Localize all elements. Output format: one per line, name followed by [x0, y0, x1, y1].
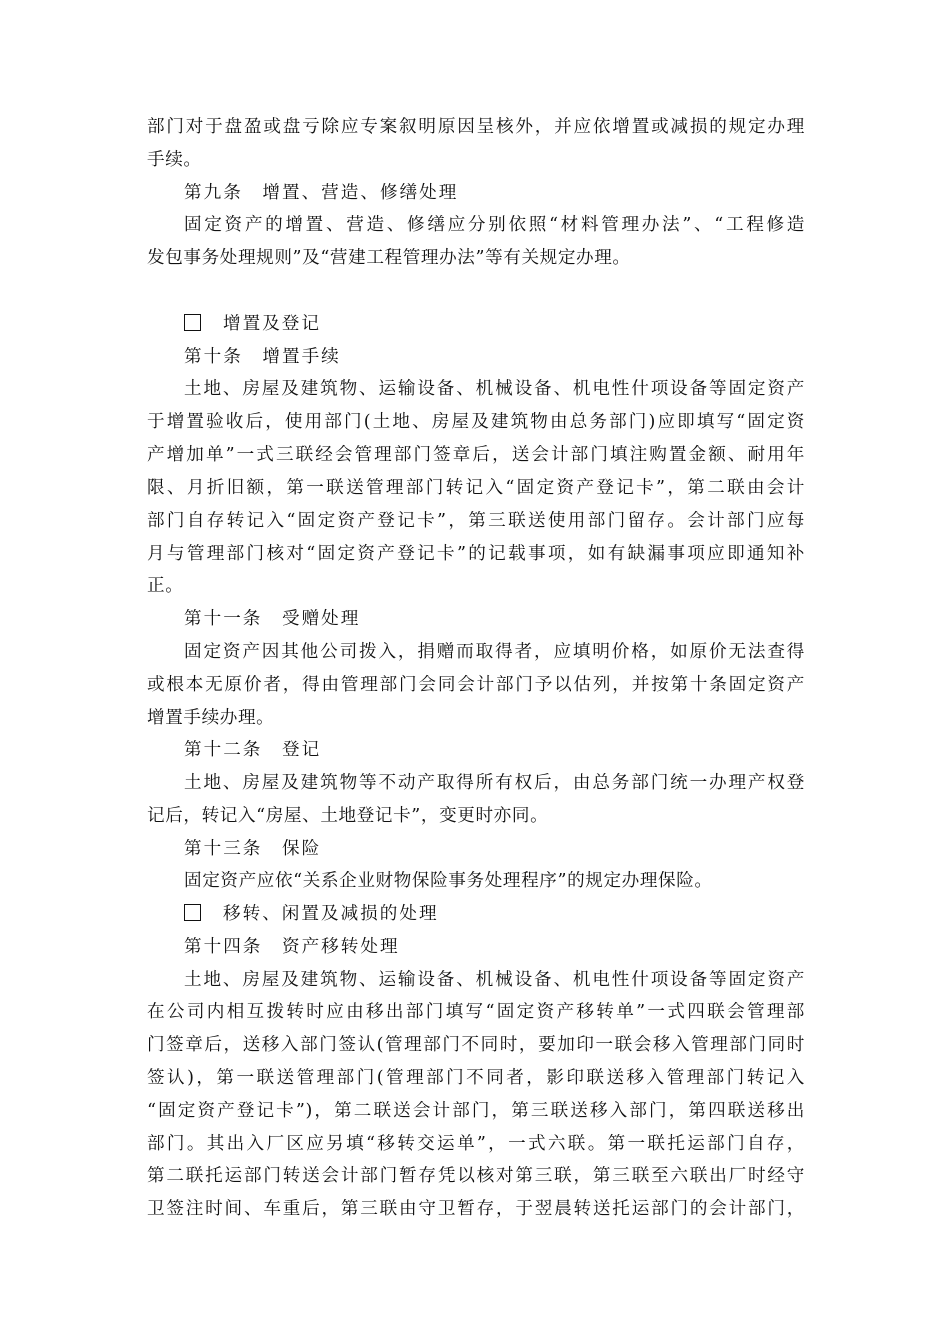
text-line: 土地、房屋及建筑物、运输设备、机械设备、机电性什项设备等固定资产	[184, 970, 805, 990]
article-heading: 第九条 增置、营造、修缮处理	[184, 183, 459, 203]
text-line: 部门自存转记入“固定资产登记卡”，第三联送使用部门留存。会计部门应每	[147, 511, 805, 531]
text-line: 记后，转记入“房屋、土地登记卡”，变更时亦同。	[147, 806, 549, 826]
text-line: 固定资产应依“关系企业财物保险事务处理程序”的规定办理保险。	[184, 871, 713, 891]
text-line: 签认)，第一联送管理部门(管理部门不同者，影印联送移入管理部门转记入	[147, 1068, 805, 1088]
article-heading: 第十条 增置手续	[184, 347, 341, 367]
article-heading: 第十三条 保险	[184, 839, 322, 859]
text-line: 部门。其出入厂区应另填“移转交运单”，一式六联。第一联托运部门自存，	[147, 1134, 805, 1154]
text-line: 增置手续办理。	[147, 708, 275, 728]
text-line: 正。	[147, 576, 184, 596]
text-line: 于增置验收后，使用部门(土地、房屋及建筑物由总务部门)应即填写“固定资	[147, 412, 805, 432]
text-line: 或根本无原价者，得由管理部门会同会计部门予以估列，并按第十条固定资产	[147, 675, 805, 695]
text-line: “固定资产登记卡”)，第二联送会计部门，第三联送移入部门，第四联送移出	[147, 1101, 805, 1121]
text-line: 土地、房屋及建筑物等不动产取得所有权后，由总务部门统一办理产权登	[184, 773, 805, 793]
section-title: 移转、闲置及减损的处理	[223, 904, 439, 924]
section-heading	[184, 312, 805, 336]
text-line: 固定资产因其他公司拨入，捐赠而取得者，应填明价格，如原价无法查得	[184, 642, 805, 662]
article-heading: 第十二条 登记	[184, 740, 322, 760]
text-line: 产增加单”一式三联经会管理部门签章后，送会计部门填注购置金额、耐用年	[147, 445, 805, 465]
checkbox-square-icon	[184, 904, 201, 921]
text-line: 月与管理部门核对“固定资产登记卡”的记载事项，如有缺漏事项应即通知补	[147, 544, 805, 564]
text-line: 固定资产的增置、营造、修缮应分别依照“材料管理办法”、“工程修造	[184, 215, 805, 235]
text-line: 部门对于盘盈或盘亏除应专案叙明原因呈核外，并应依增置或减损的规定办理	[147, 117, 805, 137]
section-title: 增置及登记	[223, 314, 321, 334]
text-line: 在公司内相互拨转时应由移出部门填写“固定资产移转单”一式四联会管理部	[147, 1002, 805, 1022]
text-line: 卫签注时间、车重后，第三联由守卫暂存，于翌晨转送托运部门的会计部门，	[147, 1199, 805, 1219]
text-line: 第二联托运部门转送会计部门暂存凭以核对第三联，第三联至六联出厂时经守	[147, 1166, 805, 1186]
text-line: 发包事务处理规则”及“营建工程管理办法”等有关规定办理。	[147, 248, 631, 268]
article-heading: 第十四条 资产移转处理	[184, 937, 400, 957]
text-line: 土地、房屋及建筑物、运输设备、机械设备、机电性什项设备等固定资产	[184, 379, 805, 399]
text-line: 门签章后，送移入部门签认(管理部门不同时，要加印一联会移入管理部门同时	[147, 1035, 805, 1055]
text-line: 手续。	[147, 150, 202, 170]
section-heading	[184, 902, 805, 926]
article-heading: 第十一条 受赠处理	[184, 609, 361, 629]
checkbox-square-icon	[184, 314, 201, 331]
text-line: 限、月折旧额，第一联送管理部门转记入“固定资产登记卡”，第二联由会计	[147, 478, 805, 498]
